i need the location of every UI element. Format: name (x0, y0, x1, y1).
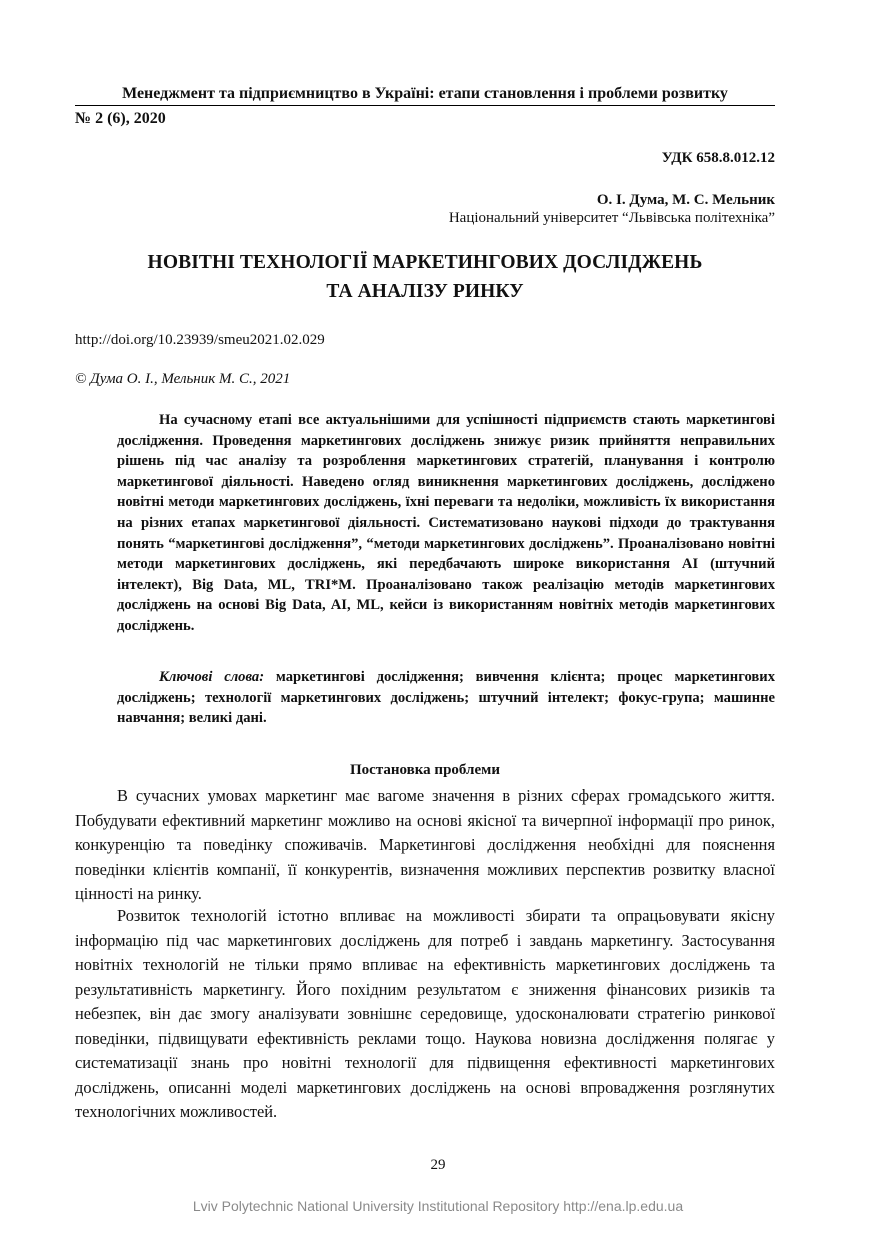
title-line-2: ТА АНАЛІЗУ РИНКУ (326, 281, 524, 302)
doi-link[interactable]: http://doi.org/10.23939/smeu2021.02.029 (75, 332, 325, 348)
body-paragraph-1: В сучасних умовах маркетинг має вагоме значення в різних сферах громадського життя. Побудувати ефективний маркетинг можливо на основі якісної та вичерпної інформації про ринок, конкуренцію та поведінку споживачів. Маркетингові дослідження необхідні для пояснення поведінки клієнтів компанії, її конкурентів, визначення можливих перспектив розвитку власної цінності на ринку. (75, 786, 775, 903)
page-number: 29 (430, 1157, 446, 1173)
repository-footer: Lviv Polytechnic National University Institutional Repository http://ena.lp.edu.ua (192, 1198, 684, 1214)
issue-number: № 2 (6), 2020 (75, 110, 166, 127)
journal-header: Менеджмент та підприємництво в Україні: етапи становлення і проблеми розвитку (122, 85, 728, 102)
affiliation: Національний університет “Львівська політехніка” (448, 210, 775, 226)
udc-code: УДК 658.8.012.12 (661, 150, 775, 166)
body-paragraph-2: Розвиток технологій істотно впливає на можливості збирати та опрацьовувати якісну інформацію під час маркетингових досліджень для потреб і завдань маркетингу. Застосування новітніх технологій не тільки прямо впливає на ефективність маркетингових досліджень та результативність маркетингу. Його похідним результатом є зниження фінансових ризиків та небезпек, він дає змогу аналізувати зовнішнє середовище, удосконалювати стратегію ринкової поведінки, підвищувати ефективність реклами тощо. Наукова новизна дослідження полягає у систематизації знань про новітні технології для підвищення ефективності маркетингових досліджень, описанні моделі маркетингових досліджень на основі впровадження розглянутих технологічних можливостей. (75, 906, 775, 1121)
abstract: На сучасному етапі все актуальнішими для успішності підприємств стають маркетингові дослідження. Проведення маркетингових досліджень знижує ризик прийняття неправильних рішень під час аналізу та розроблення маркетингових стратегій, планування і контролю маркетингової діяльності. Наведено огляд виникнення маркетингових досліджень, досліджено новітні методи маркетингових досліджень, їхні переваги та недоліки, можливість їх використання на різних етапах маркетингової діяльності. Систематизовано наукові підходи до трактування понять “маркетингові дослідження”, “методи маркетингових досліджень”. Проаналізовано новітні методи маркетингових досліджень, які передбачають широке використання AI (штучний інтелект), Big Data, ML, TRI*M. Проаналізовано також реалізацію методів маркетингових досліджень на основі Big Data, AI, ML, кейси із використанням новітніх методів маркетингових досліджень. (117, 412, 775, 634)
keywords (117, 667, 775, 729)
copyright: © Дума О. І., Мельник М. С., 2021 (75, 371, 291, 387)
keywords-label: Ключові слова: (159, 669, 265, 685)
header-rule (75, 105, 775, 106)
title-line-1: НОВІТНІ ТЕХНОЛОГІЇ МАРКЕТИНГОВИХ ДОСЛІДЖЕНЬ (147, 252, 703, 273)
keywords-list: маркетингові дослідження; вивчення клієнта; процес маркетингових досліджень; технології маркетингових досліджень; штучний інтелект; фокус-група; машинне навчання; великі дані. (117, 669, 775, 727)
authors: О. І. Дума, М. С. Мельник (596, 192, 775, 208)
section-heading: Постановка проблеми (350, 762, 500, 778)
article-title (75, 248, 775, 306)
